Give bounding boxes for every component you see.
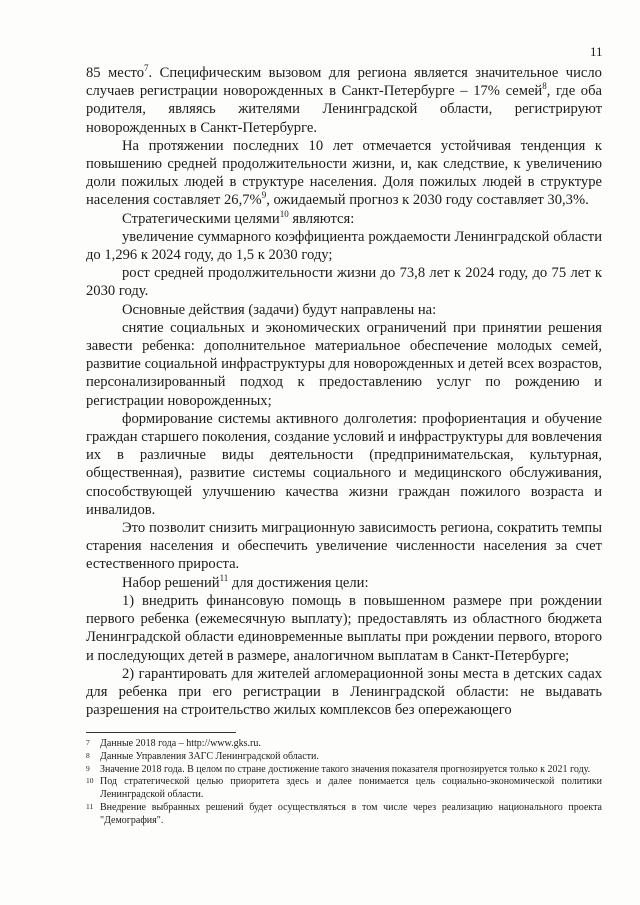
footnote-text: Внедрение выбранных решений будет осуществляться в том числе через реализацию национального проекта "Демография". [100,801,602,826]
paragraph-text: Основные действия (задачи) будут направлены на: [122,301,437,318]
paragraph [86,574,602,592]
paragraph-text: 1) внедрить финансовую помощь в повышенном размере при рождении первого ребенка (ежемесячную выплату); предоставлять из областного бюджета Ленинградской области единовременные выплаты при рождении первого, второго и последующих детей в размере, аналогичном выплатам в Санкт-Петербурге; [86,592,602,664]
paragraph-text: Это позволит снизить миграционную зависимость региона, сократить темпы старения населения и обеспечить увеличение численности населения за счет естественного прироста. [86,520,602,573]
paragraph [86,64,602,137]
footnote-ref: 9 [261,190,267,201]
paragraph-text: формирование системы активного долголетия: профориентация и обучение граждан старшего поколения, создание условий и инфраструктуры для вовлечения их в различные виды деятельности (предпринимательская, культурная, общественная), развитие системы социального и медицинского обслуживания, способствующей улучшению качества жизни граждан пожилого возраста и инвалидов. [86,410,602,518]
footnote-number: 8 [86,750,90,760]
footnote-number: 9 [86,763,90,773]
footnote [86,802,602,828]
footnote-number: 7 [86,738,90,747]
paragraph [86,665,602,720]
footnote [86,764,602,777]
footnotes [86,738,602,828]
paragraph-text: , ожидаемый прогноз к 2030 году составляет 30,3%. [266,192,589,209]
footnote-ref: 11 [219,572,229,583]
paragraph [86,519,602,574]
paragraph [86,228,602,264]
footnote-divider [86,732,236,733]
footnote [86,738,602,751]
paragraph [86,301,602,319]
body-text [86,64,602,719]
footnote [86,751,602,764]
footnote-text: Данные 2018 года – http://www.gks.ru. [100,738,261,749]
paragraph-text: 2) гарантировать для жителей агломерационной зоны места в детских садах для ребенка при его регистрации в Ленинградской области: не выдавать разрешения на строительство жилых комплексов без опережающего [86,665,602,719]
paragraph-text: , где оба родителя, являясь жителями Ленинградской области, регистрируют новорожденных в Санкт-Петербурге. [86,83,602,136]
paragraph-text: Стратегическими целями [122,210,280,227]
page-number: 11 [590,44,603,59]
footnote-ref: 10 [279,208,289,219]
footnote-text: Значение 2018 года. В целом по стране достижение такого значения показателя прогнозируется только к 2021 году. [100,763,591,775]
footnote-ref: 8 [542,81,547,92]
paragraph-text: рост средней продолжительности жизни до 73,8 лет к 2024 году, до 75 лет к 2030 году. [86,265,602,300]
paragraph [86,210,602,228]
paragraph-text: На протяжении последних 10 лет отмечается устойчивая тенденция к повышению средней продолжительности жизни, и, как следствие, к увеличению доли пожилых людей в структуре населения. Доля пожилых людей в структуре населения составляет 26,7% [86,137,602,209]
footnote-ref: 7 [144,63,149,73]
paragraph-text: снятие социальных и экономических ограничений при принятии решения завести ребенка: дополнительное материальное обеспечение молодых семей, развитие социальной инфраструктуры для новорожденных и детей всех возрастов, персонализированный подход к предоставлению услуг по рождению и регистрации новорожденных; [86,319,602,409]
paragraph [86,592,602,665]
paragraph-text: увеличение суммарного коэффициента рождаемости Ленинградской области до 1,296 к 2024 году, до 1,5 к 2030 году; [86,228,602,264]
paragraph-text: . Специфическим вызовом для региона является значительное число случаев регистрации новорожденных в Санкт-Петербурге – 17% семей [86,65,602,100]
footnote-text: Данные Управления ЗАГС Ленинградской области. [100,750,319,762]
footnote-number: 11 [86,801,94,811]
paragraph-text: 85 место [86,65,145,81]
footnote-number: 10 [86,776,94,786]
paragraph [86,319,602,410]
footnote-text: Под стратегической целью приоритета здесь и далее понимается цель социально-экономической политики Ленинградской области. [100,776,602,801]
paragraph [86,410,602,519]
paragraph-text: Набор решений [122,574,220,591]
paragraph-text: являются: [288,210,355,227]
paragraph [86,137,602,210]
paragraph [86,264,602,300]
paragraph-text: для достижения цели: [228,574,369,591]
footnote [86,776,602,802]
